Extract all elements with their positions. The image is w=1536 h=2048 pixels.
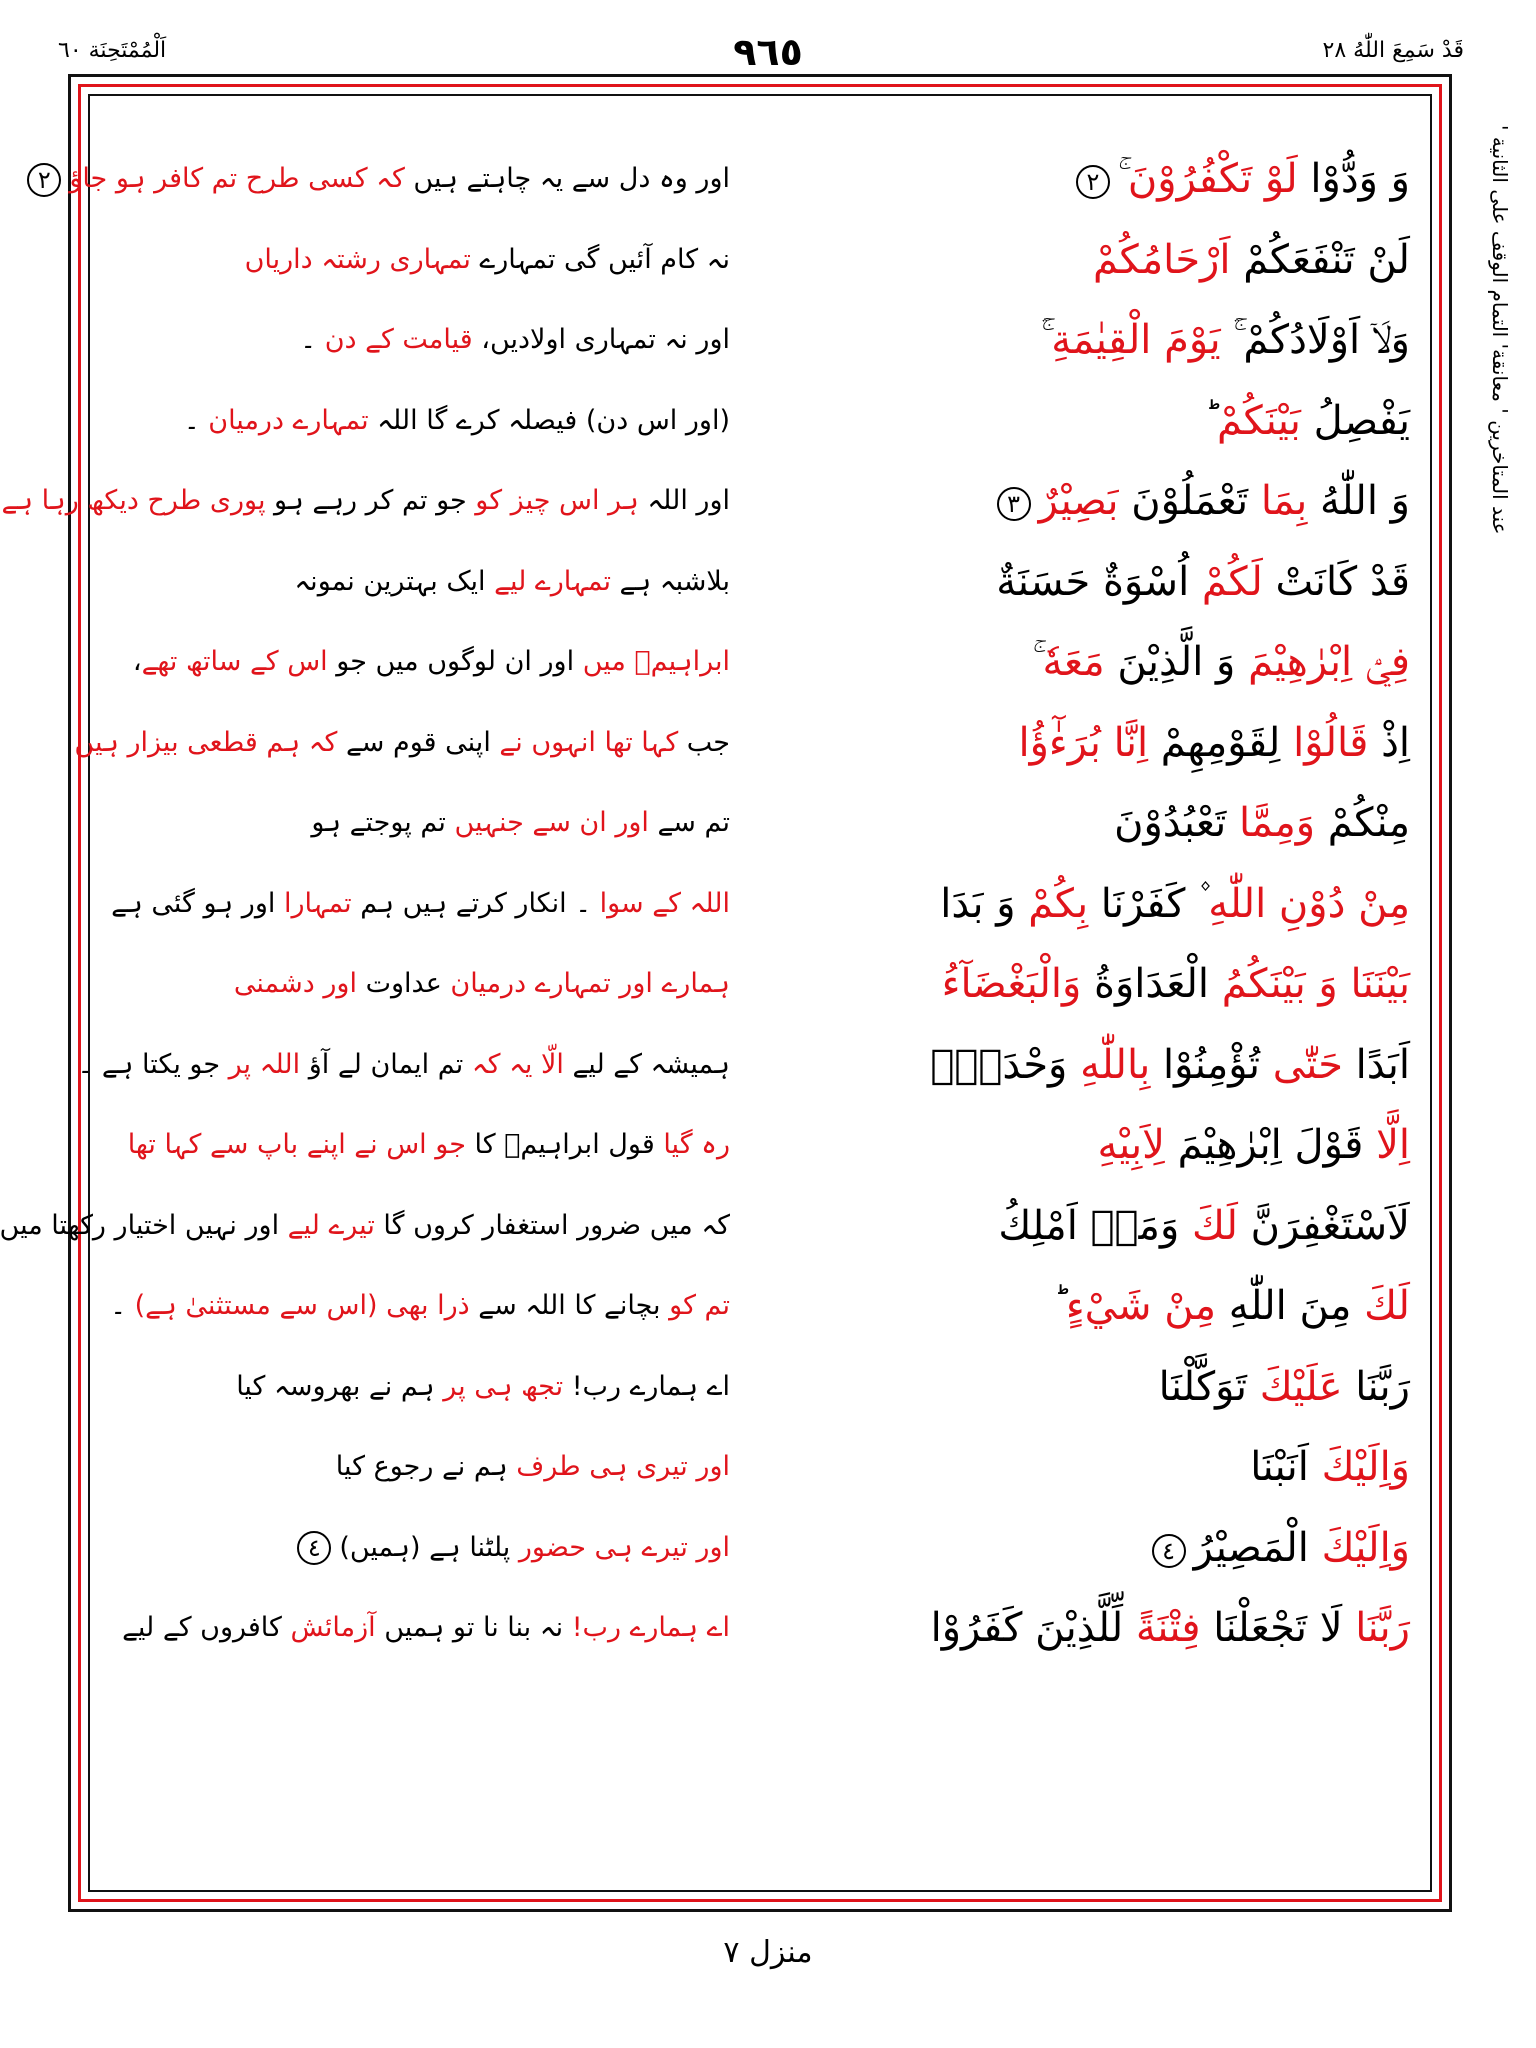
urdu-segment: تیرے لیے <box>287 1209 375 1241</box>
arabic-segment: بِكُمْ <box>1028 880 1089 927</box>
verse-line <box>0 1187 1410 1265</box>
verse-line <box>110 784 1410 862</box>
arabic-text <box>800 704 1410 782</box>
arabic-segment: ؕ <box>1204 397 1217 444</box>
arabic-segment: رَبَّنَا <box>1342 1363 1410 1410</box>
arabic-segment: لَنْ تَنْفَعَكُمْ <box>1230 236 1410 283</box>
arabic-text <box>800 1026 1410 1104</box>
urdu-segment: آزمائش <box>290 1612 376 1643</box>
urdu-segment: ہمارے اور تمہارے درمیان <box>450 968 730 999</box>
verse-line <box>110 865 1410 943</box>
ayah-number-icon: ٤ <box>1152 1534 1186 1568</box>
urdu-segment: کہا تھا انہوں نے <box>499 726 679 758</box>
urdu-segment: رہ گیا <box>663 1129 730 1160</box>
arabic-segment: فِيْۤ اِبْرٰهِيْمَ <box>1248 639 1410 685</box>
urdu-segment: ۔ <box>300 324 325 355</box>
arabic-text <box>800 221 1410 299</box>
arabic-segment: وَالْبَغْضَآءُ <box>941 961 1082 1007</box>
arabic-segment: تُؤْمِنُوْا <box>1150 1041 1273 1088</box>
urdu-segment: ۔ <box>110 1290 135 1321</box>
urdu-segment: جو اس نے اپنے باپ سے کہا تھا <box>127 1129 466 1160</box>
page-number: ٩٦٥ <box>733 30 803 74</box>
urdu-segment: کہ کسی طرح تم کافر ہو جاؤ <box>69 163 405 194</box>
arabic-segment: وَ وَدُّوْا <box>1297 156 1410 202</box>
urdu-segment: الّا یہ کہ <box>471 1048 564 1080</box>
verse-line <box>110 623 1410 701</box>
urdu-translation <box>110 231 730 299</box>
verse-line <box>110 382 1410 460</box>
arabic-text <box>800 462 1410 540</box>
urdu-translation <box>0 1197 730 1265</box>
urdu-segment: بچانے کا اللہ سے <box>469 1290 670 1321</box>
verse-line <box>110 1509 1410 1587</box>
urdu-translation <box>110 1438 730 1506</box>
urdu-segment: ۔ <box>183 404 209 436</box>
urdu-segment: تمہارے درمیان <box>208 404 369 436</box>
urdu-segment: قول ابراہیمؑ کا <box>465 1129 664 1160</box>
arabic-text <box>800 1106 1410 1184</box>
urdu-segment: اور نہیں اختیار رکھتا میں <box>0 1209 288 1241</box>
arabic-segment: اِلَّا <box>1376 1122 1410 1168</box>
urdu-segment: پوری طرح دیکھ رہا ہے <box>1 485 266 516</box>
urdu-translation <box>110 1116 730 1184</box>
arabic-segment: بِمَا <box>1260 478 1308 524</box>
urdu-segment: تجھ ہی پر <box>443 1370 564 1402</box>
urdu-segment: اور تیری ہی طرف <box>516 1451 730 1482</box>
urdu-segment: اے ہمارے رب! <box>571 1612 730 1643</box>
urdu-segment: تم ایمان لے آؤ <box>300 1048 472 1080</box>
urdu-segment: ذرا بھی (اس سے مستثنیٰ ہے) <box>134 1290 470 1321</box>
urdu-segment: جب <box>678 726 730 758</box>
arabic-text <box>800 1187 1410 1265</box>
arabic-segment: بِاللّٰهِ <box>1080 1041 1151 1088</box>
urdu-segment: کہ میں ضرور استغفار کروں گا <box>374 1209 730 1241</box>
urdu-segment: ۔ انکار کرتے ہیں ہم <box>351 887 600 919</box>
urdu-segment: اور ان لوگوں میں جو <box>327 646 583 677</box>
arabic-segment: وَاِلَيْكَ <box>1321 1524 1410 1571</box>
arabic-text <box>800 382 1410 460</box>
arabic-segment: حَتّٰى <box>1272 1041 1343 1088</box>
margin-note: عند المتاخرين ' معانقة' التمام الوقف على الثانية ' <box>1488 125 1512 535</box>
arabic-segment: يَفْصِلُ <box>1300 397 1410 444</box>
arabic-segment: قَدْ كَانَتْ <box>1262 558 1410 605</box>
verse-line <box>110 1106 1410 1184</box>
ayah-number-icon: ٢ <box>27 163 61 197</box>
arabic-segment: اَبَدًا <box>1342 1041 1410 1088</box>
urdu-segment: اللہ پر <box>228 1048 301 1080</box>
urdu-segment: اور اللہ <box>638 485 730 516</box>
arabic-segment: لَكُمْ <box>1201 558 1263 605</box>
urdu-segment: جو تم کر رہے ہو <box>265 485 476 516</box>
urdu-segment: ہمیشہ کے لیے <box>563 1048 730 1080</box>
arabic-segment: وَمَاۤ اَمْلِكُ <box>998 1202 1192 1249</box>
urdu-segment: تمہارا <box>283 887 352 919</box>
arabic-text <box>800 945 1410 1023</box>
urdu-segment: اور تیرے ہی حضور <box>518 1531 730 1563</box>
urdu-segment: تم کو <box>669 1290 730 1321</box>
arabic-text <box>800 1428 1410 1506</box>
urdu-segment: پلٹنا ہے (ہمیں) <box>339 1531 519 1563</box>
urdu-segment: ہر اس چیز کو <box>475 485 639 516</box>
arabic-segment: اَرْحَامُكُمْ <box>1093 236 1231 283</box>
arabic-segment: وَحْدَهٗۤ <box>930 1041 1081 1088</box>
arabic-segment: تَوَكَّلْنَا <box>1158 1363 1260 1410</box>
arabic-segment: مِنَ اللّٰهِ <box>1216 1283 1365 1329</box>
verse-line <box>110 945 1410 1023</box>
arabic-segment: لَا تَجْعَلْنَا <box>1200 1605 1356 1651</box>
urdu-segment: (اور اس دن) فیصلہ کرے گا اللہ <box>368 404 730 436</box>
arabic-segment: لِّلَّذِيْنَ كَفَرُوْا <box>930 1605 1136 1651</box>
verse-line <box>77 1026 1410 1104</box>
juz-name: قَدْ سَمِعَ اللّٰهُ ٢٨ <box>1322 38 1464 63</box>
urdu-segment: بلاشبہ ہے <box>610 565 730 597</box>
arabic-segment: الْمَصِيْرُ <box>1193 1524 1322 1571</box>
ayah-number-icon: ٢ <box>1076 165 1110 199</box>
urdu-translation <box>110 875 730 943</box>
urdu-segment: ہم نے رجوع کیا <box>335 1451 517 1482</box>
arabic-segment: لِقَوْمِهِمْ <box>1148 719 1294 766</box>
urdu-segment: ، <box>132 646 142 677</box>
urdu-translation <box>77 1036 730 1104</box>
arabic-segment: اُسْوَةٌ حَسَنَةٌ <box>996 558 1202 605</box>
urdu-translation <box>37 150 730 218</box>
urdu-segment: تم پوجتے ہو <box>311 807 455 838</box>
urdu-translation <box>110 553 730 621</box>
arabic-segment: عَلَيْكَ <box>1259 1363 1343 1410</box>
arabic-segment: تَعْبُدُوْنَ <box>1114 800 1240 846</box>
urdu-segment: عداوت <box>356 968 451 999</box>
urdu-segment: اس کے ساتھ تھے <box>141 646 328 677</box>
arabic-text <box>800 140 1410 218</box>
urdu-translation <box>110 955 730 1023</box>
arabic-segment: مِنْ شَيْءٍ <box>1065 1283 1217 1329</box>
arabic-segment: قَوْلَ اِبْرٰهِيْمَ <box>1164 1122 1377 1168</box>
arabic-segment: بَيْنَنَا وَ بَيْنَكُمُ <box>1221 961 1410 1007</box>
surah-name: اَلْمُمْتَحِنَة ٦٠ <box>58 38 167 63</box>
arabic-segment: اِنَّا بُرَءٰٓؤُا <box>1018 719 1149 766</box>
arabic-segment: ؕ <box>1053 1283 1066 1329</box>
arabic-text <box>800 543 1410 621</box>
arabic-segment: مَعَهٗ <box>1042 639 1105 685</box>
arabic-segment: وَ اللّٰهُ <box>1307 478 1410 524</box>
arabic-segment: وَمِمَّا <box>1239 800 1316 846</box>
arabic-segment: لَاَسْتَغْفِرَنَّ <box>1237 1202 1410 1249</box>
urdu-segment: اے ہمارے رب! <box>563 1370 730 1402</box>
urdu-segment: نہ بنا نا تو ہمیں <box>375 1612 572 1643</box>
arabic-segment: قَالُوْا <box>1293 719 1369 766</box>
arabic-text <box>800 1348 1410 1426</box>
arabic-segment: يَوْمَ الْقِيٰمَةِ <box>1051 317 1221 363</box>
arabic-text <box>800 1267 1410 1345</box>
urdu-segment: تمہارے لیے <box>494 565 611 597</box>
urdu-translation <box>110 1358 730 1426</box>
urdu-segment: ہم نے بھروسہ کیا <box>236 1370 444 1402</box>
urdu-translation <box>74 714 730 782</box>
urdu-segment: تمہاری رشتہ داریاں <box>244 243 471 275</box>
arabic-segment: اِذْ <box>1368 719 1410 766</box>
arabic-text <box>800 623 1410 701</box>
urdu-translation <box>110 1277 730 1345</box>
urdu-segment: قیامت کے دن <box>324 324 473 355</box>
arabic-segment: رَبَّنَا <box>1355 1605 1410 1651</box>
urdu-segment: اللہ کے سوا <box>599 887 730 919</box>
verse-line <box>110 1267 1410 1345</box>
urdu-segment: اور نہ تمہاری اولادیں، <box>472 324 730 355</box>
verse-line <box>37 140 1410 218</box>
arabic-segment: لِاَبِيْهِ <box>1097 1122 1165 1168</box>
urdu-segment: ایک بہترین نمونہ <box>294 565 495 597</box>
arabic-segment: اَنَبْنَا <box>1250 1444 1322 1490</box>
verse-line <box>110 1589 1410 1667</box>
arabic-segment: وَاِلَيْكَ <box>1321 1444 1410 1490</box>
verse-line <box>110 543 1410 621</box>
urdu-translation <box>110 794 730 862</box>
arabic-segment: ۚ <box>1117 156 1128 202</box>
urdu-translation <box>110 1599 730 1667</box>
urdu-segment: اپنی قوم سے <box>337 726 500 758</box>
arabic-text <box>800 784 1410 862</box>
urdu-segment: ابراہیمؑ میں <box>582 646 730 677</box>
arabic-segment: فِتْنَةً <box>1135 1605 1201 1651</box>
urdu-translation <box>110 311 730 379</box>
arabic-segment: لَكَ <box>1364 1283 1410 1329</box>
urdu-segment: جو یکتا ہے ۔ <box>77 1048 229 1080</box>
verse-line <box>110 221 1410 299</box>
urdu-segment: اور ہو گئی ہے <box>111 887 284 919</box>
arabic-segment: لَوْ تَكْفُرُوْنَ <box>1127 156 1298 202</box>
arabic-text <box>800 301 1410 379</box>
urdu-segment: اور دشمنی <box>233 968 357 999</box>
ayah-number-icon: ٤ <box>297 1531 331 1565</box>
verse-line <box>1 462 1410 540</box>
arabic-segment: وَلَاۤ اَوْلَادُكُمْ ۚۛ <box>1220 317 1410 363</box>
arabic-segment: مِنْكُمْ <box>1315 800 1410 846</box>
verse-line <box>110 1428 1410 1506</box>
urdu-translation <box>110 392 730 460</box>
arabic-text <box>800 1509 1410 1587</box>
urdu-translation <box>1 472 730 540</box>
arabic-segment: ۫ كَفَرْنَا <box>1088 880 1209 927</box>
urdu-segment: اور ان سے جنہیں <box>454 807 649 838</box>
urdu-segment: کافروں کے لیے <box>122 1612 291 1643</box>
verse-line <box>110 301 1410 379</box>
urdu-segment: تم سے <box>648 807 730 838</box>
arabic-segment: الْعَدَاوَةُ <box>1081 961 1222 1007</box>
urdu-translation <box>110 633 730 701</box>
urdu-segment: کہ ہم قطعی بیزار ہیں <box>74 726 338 758</box>
arabic-text <box>800 1589 1410 1667</box>
urdu-segment: نہ کام آئیں گی تمہارے <box>470 243 730 275</box>
arabic-text <box>800 865 1410 943</box>
arabic-segment: تَعْمَلُوْنَ <box>1118 478 1261 524</box>
arabic-segment: لَكَ <box>1192 1202 1238 1249</box>
manzil-footer: منزل ٧ <box>723 1935 813 1970</box>
arabic-segment: ۚ <box>1032 639 1043 685</box>
urdu-segment: اور وہ دل سے یہ چاہتے ہیں <box>404 163 730 194</box>
verse-line <box>74 704 1410 782</box>
ayah-number-icon: ٣ <box>997 487 1031 521</box>
arabic-segment: ۚۛ <box>1041 317 1052 363</box>
verse-line <box>110 1348 1410 1426</box>
arabic-segment: بَيْنَكُمْ <box>1216 397 1301 444</box>
arabic-segment: وَ بَدَا <box>940 880 1029 927</box>
arabic-segment: مِنْ دُوْنِ اللّٰهِ <box>1208 880 1410 927</box>
arabic-segment: بَصِيْرٌ <box>1038 478 1119 524</box>
arabic-segment: وَ الَّذِيْنَ <box>1104 639 1249 685</box>
urdu-translation <box>110 1519 730 1587</box>
